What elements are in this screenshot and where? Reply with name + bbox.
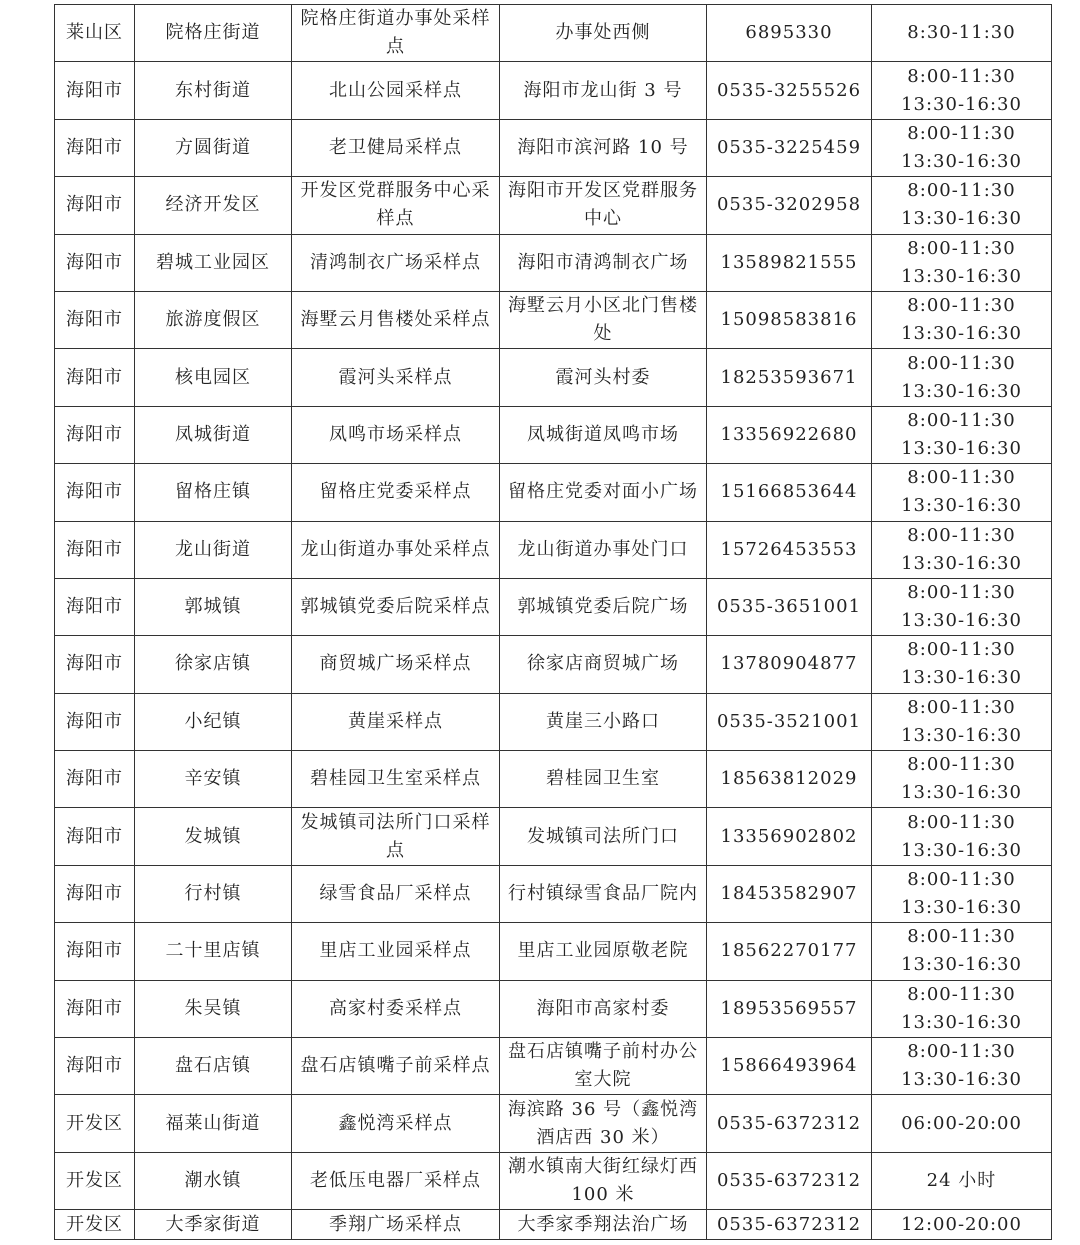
hours-line: 13:30-16:30 [901,323,1022,345]
address-cell: 办事处西侧 [500,5,707,62]
hours-line: 8:00-11:30 [907,352,1016,374]
hours-cell [872,808,1052,865]
district-cell: 海阳市 [55,808,135,865]
phone-cell: 0535-3255526 [707,62,872,119]
table-row [55,291,1052,348]
address-cell: 海阳市龙山街 3 号 [500,62,707,119]
district-cell: 海阳市 [55,1038,135,1095]
hours-line: 13:30-16:30 [901,380,1022,402]
phone-cell: 0535-6372312 [707,1152,872,1209]
hours-cell [872,5,1052,62]
table-row [55,808,1052,865]
phone-cell: 13356922680 [707,406,872,463]
sampling-site-cell: 盘石店镇嘴子前采样点 [292,1038,500,1095]
address-cell: 霞河头村委 [500,349,707,406]
hours-line: 8:00-11:30 [907,869,1016,891]
phone-cell: 13589821555 [707,234,872,291]
hours-cell [872,1095,1052,1152]
table-body [55,5,1052,1240]
hours-line: 13:30-16:30 [901,1011,1022,1033]
sampling-site-cell: 老低压电器厂采样点 [292,1152,500,1209]
phone-cell: 13356902802 [707,808,872,865]
hours-line: 8:00-11:30 [907,180,1016,202]
hours-line: 8:00-11:30 [907,926,1016,948]
street-cell: 二十里店镇 [135,923,292,980]
district-cell: 海阳市 [55,234,135,291]
phone-cell: 15098583816 [707,291,872,348]
district-cell: 海阳市 [55,636,135,693]
sampling-site-cell: 碧桂园卫生室采样点 [292,751,500,808]
phone-cell: 0535-3202958 [707,177,872,234]
hours-line: 13:30-16:30 [901,724,1022,746]
hours-line: 13:30-16:30 [901,208,1022,230]
sampling-site-cell: 郭城镇党委后院采样点 [292,578,500,635]
address-cell: 黄崖三小路口 [500,693,707,750]
sampling-site-cell: 清鸿制衣广场采样点 [292,234,500,291]
table-row [55,1152,1052,1209]
hours-line: 13:30-16:30 [901,839,1022,861]
street-cell: 福莱山街道 [135,1095,292,1152]
street-cell: 朱吴镇 [135,980,292,1037]
address-cell: 碧桂园卫生室 [500,751,707,808]
hours-cell [872,62,1052,119]
district-cell: 海阳市 [55,349,135,406]
table-row [55,751,1052,808]
sampling-site-cell: 留格庄党委采样点 [292,464,500,521]
district-cell: 海阳市 [55,521,135,578]
hours-line: 8:00-11:30 [907,237,1016,259]
hours-line: 8:00-11:30 [907,295,1016,317]
table-row [55,980,1052,1037]
sampling-site-cell: 龙山街道办事处采样点 [292,521,500,578]
hours-line: 24 小时 [926,1170,997,1191]
sampling-site-cell: 院格庄街道办事处采样点 [292,5,500,62]
hours-line: 8:00-11:30 [907,65,1016,87]
hours-line: 06:00-20:00 [901,1112,1022,1134]
hours-line: 13:30-16:30 [901,954,1022,976]
district-cell: 海阳市 [55,865,135,922]
address-cell: 留格庄党委对面小广场 [500,464,707,521]
street-cell: 碧城工业园区 [135,234,292,291]
district-cell: 开发区 [55,1152,135,1209]
hours-line: 8:00-11:30 [907,754,1016,776]
district-cell: 海阳市 [55,62,135,119]
hours-cell [872,291,1052,348]
phone-cell: 18953569557 [707,980,872,1037]
district-cell: 海阳市 [55,291,135,348]
district-cell: 海阳市 [55,177,135,234]
phone-cell: 0535-3521001 [707,693,872,750]
sampling-site-cell: 发城镇司法所门口采样点 [292,808,500,865]
sampling-site-cell: 霞河头采样点 [292,349,500,406]
table-row [55,1095,1052,1152]
sampling-site-cell: 商贸城广场采样点 [292,636,500,693]
street-cell: 郭城镇 [135,578,292,635]
district-cell: 海阳市 [55,751,135,808]
hours-cell [872,1210,1052,1240]
hours-line: 13:30-16:30 [901,1069,1022,1091]
hours-cell [872,119,1052,176]
street-cell: 经济开发区 [135,177,292,234]
hours-cell [872,865,1052,922]
street-cell: 辛安镇 [135,751,292,808]
hours-line: 8:00-11:30 [907,582,1016,604]
table-row [55,177,1052,234]
street-cell: 盘石店镇 [135,1038,292,1095]
hours-line: 13:30-16:30 [901,437,1022,459]
hours-line: 8:00-11:30 [907,639,1016,661]
hours-cell [872,406,1052,463]
sampling-site-cell: 海墅云月售楼处采样点 [292,291,500,348]
hours-cell [872,1152,1052,1209]
hours-line: 8:00-11:30 [907,696,1016,718]
phone-cell: 18253593671 [707,349,872,406]
table-row [55,1210,1052,1240]
hours-line: 8:00-11:30 [907,467,1016,489]
sampling-site-cell: 凤鸣市场采样点 [292,406,500,463]
street-cell: 旅游度假区 [135,291,292,348]
sampling-site-cell: 黄崖采样点 [292,693,500,750]
phone-cell: 0535-3651001 [707,578,872,635]
sampling-site-cell: 北山公园采样点 [292,62,500,119]
address-cell: 海阳市滨河路 10 号 [500,119,707,176]
phone-cell: 15866493964 [707,1038,872,1095]
table-row [55,521,1052,578]
street-cell: 发城镇 [135,808,292,865]
sampling-site-cell: 里店工业园采样点 [292,923,500,980]
table-row [55,349,1052,406]
street-cell: 龙山街道 [135,521,292,578]
hours-line: 13:30-16:30 [901,610,1022,632]
table-row [55,464,1052,521]
address-cell: 海墅云月小区北门售楼处 [500,291,707,348]
hours-line: 13:30-16:30 [901,667,1022,689]
address-cell: 盘石店镇嘴子前村办公室大院 [500,1038,707,1095]
table-row [55,62,1052,119]
table-row [55,578,1052,635]
address-cell: 龙山街道办事处门口 [500,521,707,578]
sampling-site-cell: 高家村委采样点 [292,980,500,1037]
street-cell: 凤城街道 [135,406,292,463]
address-cell: 海阳市高家村委 [500,980,707,1037]
street-cell: 院格庄街道 [135,5,292,62]
district-cell: 海阳市 [55,406,135,463]
hours-line: 12:00-20:00 [901,1213,1022,1235]
hours-line: 8:00-11:30 [907,409,1016,431]
hours-cell [872,464,1052,521]
district-cell: 海阳市 [55,980,135,1037]
street-cell: 方圆街道 [135,119,292,176]
district-cell: 开发区 [55,1095,135,1152]
address-cell: 郭城镇党委后院广场 [500,578,707,635]
hours-cell [872,177,1052,234]
hours-cell [872,521,1052,578]
street-cell: 潮水镇 [135,1152,292,1209]
table-row [55,406,1052,463]
hours-line: 13:30-16:30 [901,552,1022,574]
street-cell: 大季家街道 [135,1210,292,1240]
hours-line: 8:00-11:30 [907,1041,1016,1063]
phone-cell: 18453582907 [707,865,872,922]
phone-cell: 15726453553 [707,521,872,578]
hours-line: 13:30-16:30 [901,495,1022,517]
hours-line: 13:30-16:30 [901,782,1022,804]
hours-line: 13:30-16:30 [901,265,1022,287]
street-cell: 徐家店镇 [135,636,292,693]
address-cell: 海滨路 36 号（鑫悦湾酒店西 30 米） [500,1095,707,1152]
street-cell: 留格庄镇 [135,464,292,521]
sampling-site-cell: 开发区党群服务中心采样点 [292,177,500,234]
table-row [55,636,1052,693]
sampling-sites-table-wrapper [54,4,1051,1240]
phone-cell: 0535-3225459 [707,119,872,176]
district-cell: 海阳市 [55,119,135,176]
phone-cell: 0535-6372312 [707,1210,872,1240]
phone-cell: 18563812029 [707,751,872,808]
hours-cell [872,923,1052,980]
table-row [55,865,1052,922]
hours-line: 8:00-11:30 [907,983,1016,1005]
street-cell: 小纪镇 [135,693,292,750]
district-cell: 莱山区 [55,5,135,62]
hours-cell [872,751,1052,808]
address-cell: 凤城街道凤鸣市场 [500,406,707,463]
phone-cell: 18562270177 [707,923,872,980]
hours-cell [872,349,1052,406]
district-cell: 海阳市 [55,578,135,635]
phone-cell: 13780904877 [707,636,872,693]
hours-line: 13:30-16:30 [901,897,1022,919]
table-row [55,923,1052,980]
hours-line: 8:00-11:30 [907,122,1016,144]
table-row [55,5,1052,62]
street-cell: 东村街道 [135,62,292,119]
sampling-site-cell: 绿雪食品厂采样点 [292,865,500,922]
sampling-site-cell: 季翔广场采样点 [292,1210,500,1240]
phone-cell: 6895330 [707,5,872,62]
street-cell: 行村镇 [135,865,292,922]
hours-cell [872,578,1052,635]
address-cell: 潮水镇南大街红绿灯西 100 米 [500,1152,707,1209]
phone-cell: 0535-6372312 [707,1095,872,1152]
hours-line: 8:00-11:30 [907,811,1016,833]
hours-line: 13:30-16:30 [901,93,1022,115]
hours-cell [872,980,1052,1037]
district-cell: 海阳市 [55,693,135,750]
hours-cell [872,1038,1052,1095]
address-cell: 里店工业园原敬老院 [500,923,707,980]
address-cell: 行村镇绿雪食品厂院内 [500,865,707,922]
district-cell: 海阳市 [55,923,135,980]
table-row [55,1038,1052,1095]
hours-line: 8:00-11:30 [907,524,1016,546]
address-cell: 徐家店商贸城广场 [500,636,707,693]
phone-cell: 15166853644 [707,464,872,521]
hours-cell [872,234,1052,291]
table-row [55,234,1052,291]
table-row [55,119,1052,176]
sampling-sites-table [54,4,1052,1240]
sampling-site-cell: 鑫悦湾采样点 [292,1095,500,1152]
hours-cell [872,693,1052,750]
address-cell: 大季家季翔法治广场 [500,1210,707,1240]
address-cell: 海阳市开发区党群服务中心 [500,177,707,234]
address-cell: 发城镇司法所门口 [500,808,707,865]
address-cell: 海阳市清鸿制衣广场 [500,234,707,291]
district-cell: 开发区 [55,1210,135,1240]
sampling-site-cell: 老卫健局采样点 [292,119,500,176]
hours-line: 8:30-11:30 [907,22,1016,44]
hours-line: 13:30-16:30 [901,150,1022,172]
street-cell: 核电园区 [135,349,292,406]
hours-cell [872,636,1052,693]
table-row [55,693,1052,750]
district-cell: 海阳市 [55,464,135,521]
